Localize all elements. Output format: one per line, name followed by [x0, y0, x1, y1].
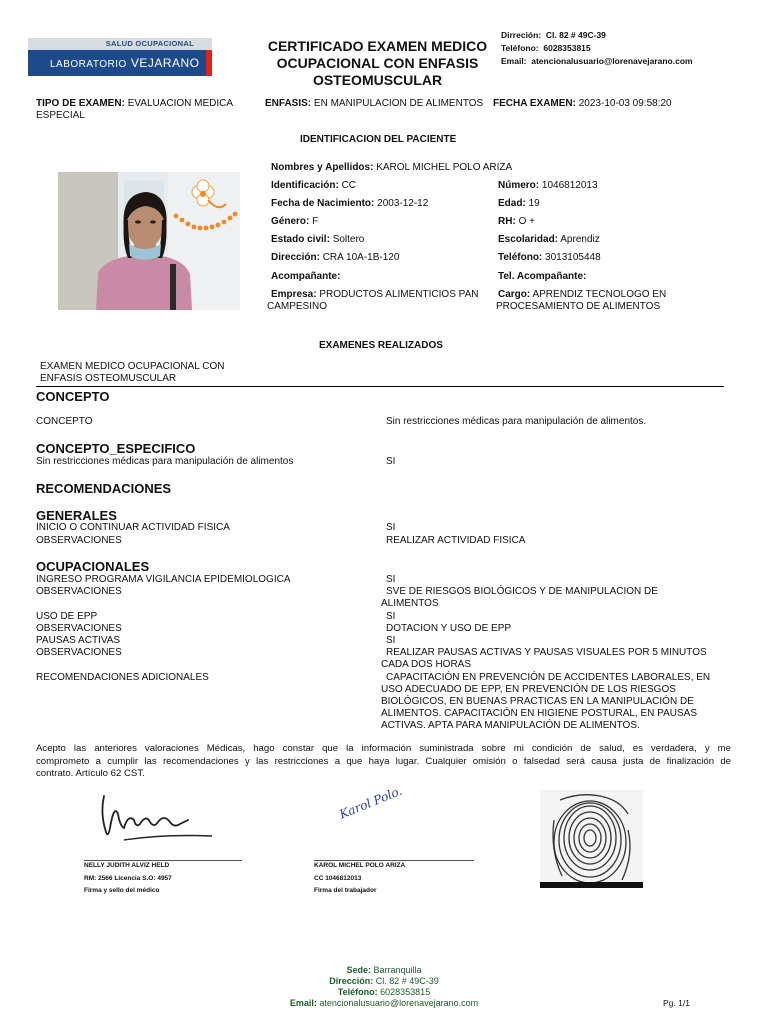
- concepto-especifico-label: Sin restricciones médicas para manipulación de alimentos: [36, 456, 294, 467]
- patient-address: Dirección: CRA 10A-1B-120: [271, 252, 400, 263]
- exam-emphasis: ENFASIS: EN MANIPULACION DE ALIMENTOS: [265, 98, 484, 109]
- occ-row-2-label: OBSERVACIONES: [36, 586, 122, 597]
- patient-civil-status: Estado civil: Soltero: [271, 234, 365, 245]
- doctor-name: NELLY JUDITH ALVIZ HELD: [84, 862, 170, 869]
- patient-company: Empresa: PRODUCTOS ALIMENTICIOS PAN CAMPESINO: [267, 289, 479, 312]
- patient-name: Nombres y Apellidos: KAROL MICHEL POLO ARIZA: [271, 162, 513, 173]
- company-logo: [28, 38, 212, 76]
- patient-number: Número: 1046812013: [498, 180, 598, 191]
- exam-type: TIPO DE EXAMEN: EVALUACION MEDICA ESPECIAL: [36, 98, 233, 121]
- worker-id: CC 1046812013: [314, 875, 362, 882]
- concepto-label: CONCEPTO: [36, 416, 93, 427]
- patient-birthdate: Fecha de Nacimiento: 2003-12-12: [271, 198, 429, 209]
- occ-row-5-label: PAUSAS ACTIVAS: [36, 635, 121, 646]
- generales-heading: GENERALES: [36, 508, 117, 523]
- doctor-signature: [84, 784, 234, 854]
- patient-companion: Acompañante:: [271, 271, 341, 282]
- logo-subtitle: SALUD OCUPACIONAL: [105, 39, 194, 48]
- concepto-value: Sin restricciones médicas para manipulación de alimentos.: [386, 416, 647, 427]
- occ-row-3-value: SI: [386, 611, 396, 622]
- patient-rh: RH: O +: [498, 216, 535, 227]
- patient-section-title: IDENTIFICACION DEL PACIENTE: [300, 134, 457, 145]
- logo-accent: [206, 50, 212, 76]
- gen-row-1-value: SI: [386, 522, 396, 533]
- patient-photo: [58, 172, 240, 310]
- occ-row-3-label: USO DE EPP: [36, 611, 98, 622]
- occ-row-6-label: OBSERVACIONES: [36, 647, 122, 658]
- worker-signature: Karol Polo.: [337, 783, 405, 822]
- gen-row-1-label: INICIO O CONTINUAR ACTIVIDAD FISICA: [36, 522, 230, 533]
- patient-education: Escolaridad: Aprendiz: [498, 234, 600, 245]
- patient-gender: Género: F: [271, 216, 319, 227]
- occ-row-4-label: OBSERVACIONES: [36, 623, 122, 634]
- worker-role: Firma del trabajador: [314, 887, 377, 894]
- logo-name: LABORATORIO VEJARANO: [50, 56, 200, 70]
- footer: Sede: Barranquilla Dirección: Cl. 82 # 49C-39 Teléfono: 6028353815 Email: atencionalusuario@lorenavejarano.com: [289, 965, 479, 1008]
- occ-row-1-label: INGRESO PROGRAMA VIGILANCIA EPIDEMIOLOGICA: [36, 574, 291, 585]
- concepto-especifico-heading: CONCEPTO_ESPECIFICO: [36, 441, 196, 456]
- document-title: CERTIFICADO EXAMEN MEDICO OCUPACIONAL CON ENFASIS OSTEOMUSCULAR: [267, 38, 488, 88]
- occ-row-4-value: DOTACION Y USO DE EPP: [386, 623, 512, 634]
- exams-section-title: EXAMENES REALIZADOS: [319, 340, 443, 351]
- exam-date: FECHA EXAMEN: 2023-10-03 09:58:20: [493, 98, 672, 109]
- concepto-especifico-value: SI: [386, 456, 396, 467]
- patient-age: Edad: 19: [498, 198, 540, 209]
- fingerprint-image: [540, 790, 643, 888]
- ocupacionales-heading: OCUPACIONALES: [36, 559, 150, 574]
- doctor-license: RM: 2566 Licencia S.O: 4957: [84, 875, 172, 882]
- header-contact: Dirreción: Cl. 82 # 49C-39 Teléfono: 6028353815 Email: atencionalusuario@lorenavejarano.com: [501, 30, 693, 66]
- gen-row-2-value: REALIZAR ACTIVIDAD FISICA: [386, 535, 526, 546]
- occ-row-1-value: SI: [386, 574, 396, 585]
- patient-position: Cargo: APRENDIZ TECNOLOGO EN PROCESAMIENTO DE ALIMENTOS: [496, 289, 667, 312]
- acceptance-text: Acepto las anteriores valoraciones Médicas, hago constar que la información suministrada sobre mi condición de salud, es verdadera, y me comprometo a cumplir las recomendaciones y las restricciones a que haya lugar. Cualquier omisión o falsedad será causa justa de finalización de contrato. Artículo 62 CST.: [36, 743, 731, 779]
- occ-row-2-value: SVE DE RIESGOS BIOLÓGICOS Y DE MANIPULACION DE ALIMENTOS: [381, 586, 658, 609]
- occ-row-6-value: REALIZAR PAUSAS ACTIVAS Y PAUSAS VISUALES POR 5 MINUTOS CADA DOS HORAS: [381, 647, 707, 670]
- exam-item: EXAMEN MEDICO OCUPACIONAL CON ENFASIS OSTEOMUSCULAR: [40, 361, 225, 384]
- patient-companion-phone: Tel. Acompañante:: [498, 271, 587, 282]
- page-number: Pg. 1/1: [663, 998, 690, 1008]
- occ-row-5-value: SI: [386, 635, 396, 646]
- gen-row-2-label: OBSERVACIONES: [36, 535, 122, 546]
- occ-row-7-label: RECOMENDACIONES ADICIONALES: [36, 672, 209, 683]
- concepto-heading: CONCEPTO: [36, 389, 110, 404]
- doctor-role: Firma y sello del médico: [84, 887, 160, 894]
- worker-name: KAROL MICHEL POLO ARIZA: [314, 862, 406, 869]
- patient-id: Identificación: CC: [271, 180, 357, 191]
- patient-phone: Teléfono: 3013105448: [498, 252, 601, 263]
- occ-row-7-value: CAPACITACIÓN EN PREVENCIÓN DE ACCIDENTES LABORALES, EN USO ADECUADO DE EPP, EN PREVENCIÓN DE LOS RIESGOS BIOLÓGICOS, EN BUENAS PRACTICAS EN LA MANIPULACIÓN DE ALIMENTOS. CAPACITACIÓN EN HIGIENE POSTURAL, EN PAUSAS ACTIVAS. APTA PARA MANIPULACIÓN DE ALIMENTOS.: [381, 672, 711, 731]
- recomendaciones-heading: RECOMENDACIONES: [36, 481, 172, 496]
- divider: [36, 386, 724, 387]
